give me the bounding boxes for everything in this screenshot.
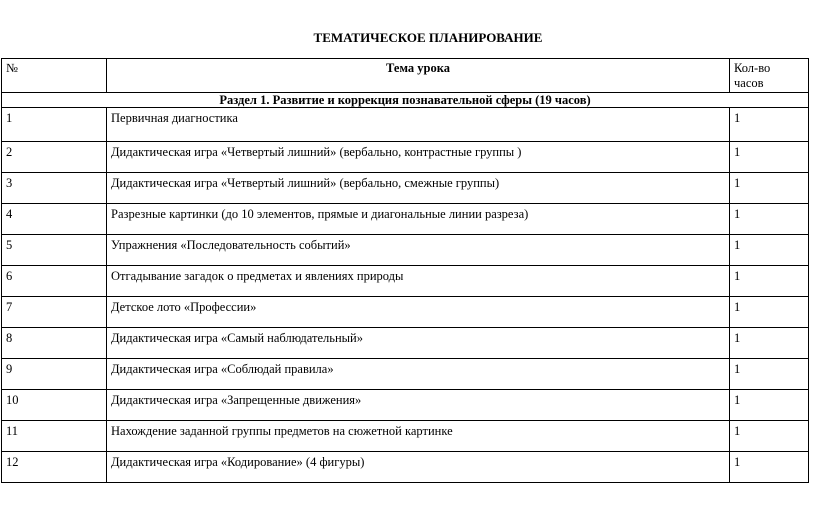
table-row [2, 390, 809, 421]
row-topic: Дидактическая игра «Соблюдай правила» [107, 359, 730, 390]
section-title: Раздел 1. Развитие и коррекция познавательной сферы (19 часов) [2, 93, 809, 108]
row-hours: 1 [730, 297, 809, 328]
row-topic: Детское лото «Профессии» [107, 297, 730, 328]
section-row [2, 93, 809, 108]
row-hours: 1 [730, 108, 809, 142]
row-number: 7 [2, 297, 107, 328]
table-row [2, 421, 809, 452]
table-row [2, 328, 809, 359]
header-hours [730, 59, 809, 93]
row-topic: Отгадывание загадок о предметах и явлениях природы [107, 266, 730, 297]
row-number: 2 [2, 142, 107, 173]
row-hours: 1 [730, 328, 809, 359]
row-topic: Разрезные картинки (до 10 элементов, прямые и диагональные линии разреза) [107, 204, 730, 235]
row-topic: Упражнения «Последовательность событий» [107, 235, 730, 266]
document-title: ТЕМАТИЧЕСКОЕ ПЛАНИРОВАНИЕ [313, 30, 543, 45]
header-hours-line2: часов [734, 76, 764, 90]
row-hours: 1 [730, 235, 809, 266]
table-row [2, 142, 809, 173]
row-topic: Первичная диагностика [107, 108, 730, 142]
row-number: 4 [2, 204, 107, 235]
row-number: 11 [2, 421, 107, 452]
row-topic: Дидактическая игра «Четвертый лишний» (вербально, смежные группы) [107, 173, 730, 204]
header-topic: Тема урока [107, 59, 730, 93]
row-hours: 1 [730, 173, 809, 204]
row-hours: 1 [730, 390, 809, 421]
row-topic: Нахождение заданной группы предметов на сюжетной картинке [107, 421, 730, 452]
row-number: 6 [2, 266, 107, 297]
planning-table [1, 58, 809, 483]
row-topic: Дидактическая игра «Четвертый лишний» (вербально, контрастные группы ) [107, 142, 730, 173]
row-topic: Дидактическая игра «Запрещенные движения» [107, 390, 730, 421]
row-hours: 1 [730, 266, 809, 297]
table-row [2, 173, 809, 204]
row-number: 8 [2, 328, 107, 359]
table-row [2, 359, 809, 390]
row-hours: 1 [730, 142, 809, 173]
row-topic: Дидактическая игра «Самый наблюдательный» [107, 328, 730, 359]
table-row [2, 235, 809, 266]
row-number: 9 [2, 359, 107, 390]
table-row [2, 108, 809, 142]
row-number: 1 [2, 108, 107, 142]
header-hours-line1: Кол-во [734, 61, 771, 75]
table-row [2, 204, 809, 235]
row-hours: 1 [730, 452, 809, 483]
table-row [2, 297, 809, 328]
header-number: № [2, 59, 107, 93]
row-hours: 1 [730, 421, 809, 452]
table-row [2, 452, 809, 483]
table-header-row [2, 59, 809, 93]
row-number: 5 [2, 235, 107, 266]
table-row [2, 266, 809, 297]
row-number: 3 [2, 173, 107, 204]
row-topic: Дидактическая игра «Кодирование» (4 фигуры) [107, 452, 730, 483]
row-hours: 1 [730, 359, 809, 390]
row-hours: 1 [730, 204, 809, 235]
row-number: 10 [2, 390, 107, 421]
row-number: 12 [2, 452, 107, 483]
